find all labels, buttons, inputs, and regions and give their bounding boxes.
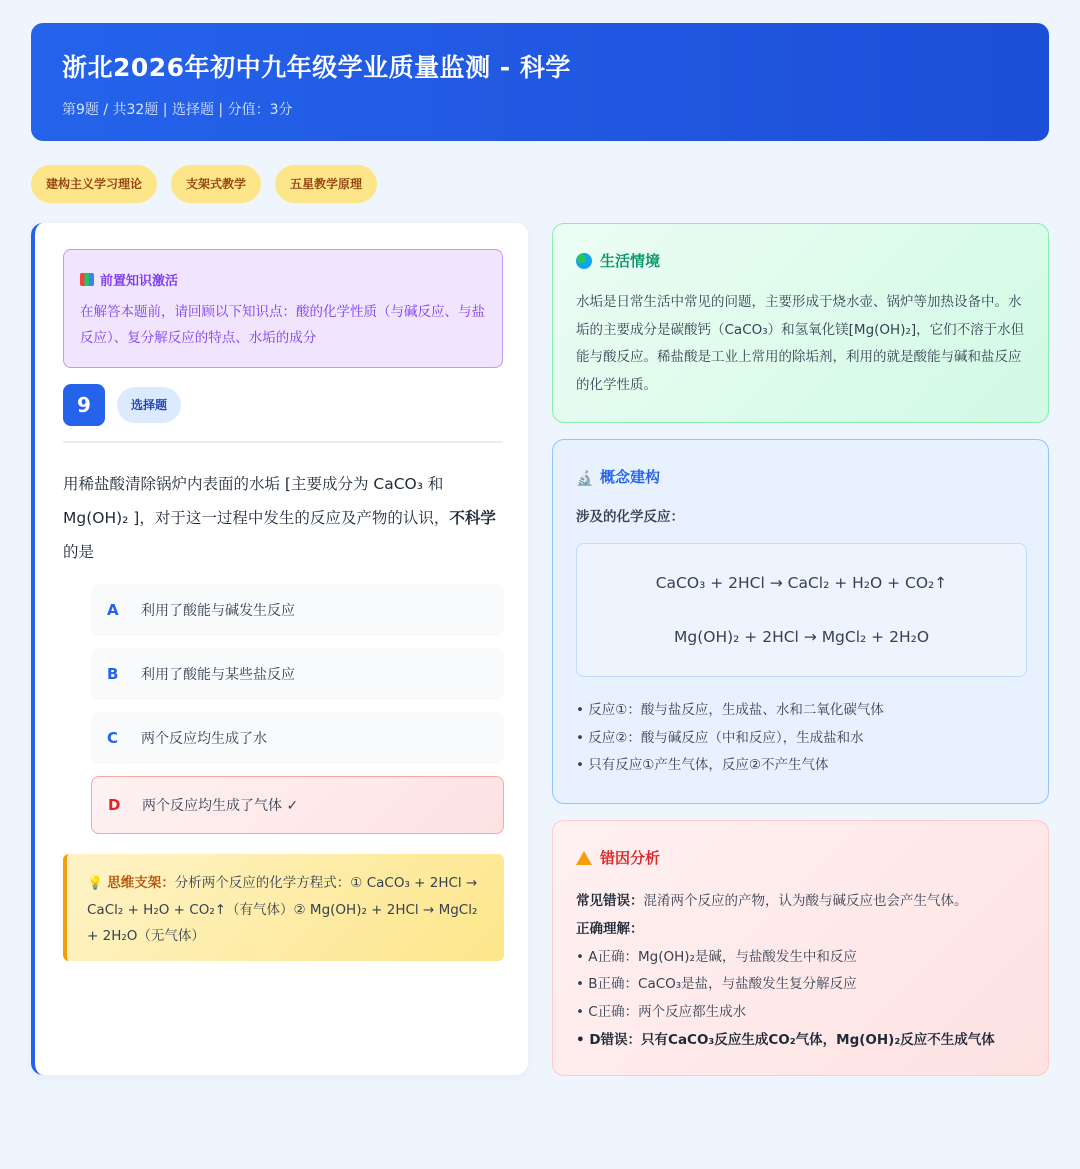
- book-icon: [80, 273, 94, 286]
- concept-bullet: • 反应①：酸与盐反应，生成盐、水和二氧化碳气体: [576, 702, 884, 718]
- option-text: 利用了酸能与某些盐反应: [141, 667, 295, 683]
- analysis-item: • B正确：CaCO₃是盐，与盐酸发生复分解反应: [576, 976, 857, 993]
- option-d-correct[interactable]: [91, 776, 504, 834]
- error-analysis-card: [552, 820, 1049, 1076]
- option-text: 两个反应均生成了气体 ✓: [142, 798, 299, 814]
- prior-knowledge-text: 在解答本题前，请回顾以下知识点：酸的化学性质（与碱反应、与盐反应）、复分解反应的特点、水垢的成分: [80, 304, 485, 346]
- thinking-scaffold: [63, 854, 504, 961]
- concept-subtitle: 涉及的化学反应：: [576, 509, 684, 525]
- prior-knowledge-title: 前置知识激活: [100, 274, 179, 289]
- concept-title: 概念建构: [600, 468, 661, 486]
- divider: [63, 441, 503, 443]
- life-context-title: 生活情境: [600, 252, 661, 270]
- error-body: [576, 888, 1025, 1055]
- option-a[interactable]: [91, 584, 504, 636]
- option-letter: D: [108, 796, 121, 814]
- option-text: 利用了酸能与碱发生反应: [141, 603, 295, 619]
- theory-tags: [31, 165, 377, 203]
- equation-2: Mg(OH)₂ + 2HCl → MgCl₂ + 2H₂O: [673, 628, 930, 646]
- correct-understanding-label: 正确理解：: [576, 920, 644, 937]
- question-type-badge: 选择题: [117, 387, 181, 423]
- microscope-icon: [576, 469, 592, 485]
- question-header: [63, 384, 181, 426]
- error-title: 错因分析: [600, 849, 661, 867]
- equation-box: [576, 543, 1027, 677]
- life-context-text: 水垢是日常生活中常见的问题，主要形成于烧水壶、锅炉等加热设备中。水垢的主要成分是碳酸钙（CaCO₃）和氢氧化镁[Mg(OH)₂]，它们不溶于水但能与酸反应。稀盐酸是工业上常用的除垢剂，利用的就是酸能与碱和盐反应的化学性质。: [576, 294, 1025, 393]
- page-title: 浙北2026年初中九年级学业质量监测 - 科学: [62, 53, 571, 82]
- question-number: 9: [63, 384, 105, 426]
- concept-card: [552, 439, 1049, 804]
- question-stem: 用稀盐酸清除锅炉内表面的水垢 [主要成分为 CaCO₃ 和 Mg(OH)₂ ]，对于这一过程中发生的反应及产物的认识，不科学的是: [63, 475, 496, 561]
- concept-bullet: • 反应②：酸与碱反应（中和反应），生成盐和水: [576, 729, 864, 746]
- concept-bullets: [576, 697, 1025, 780]
- page-header: [31, 23, 1049, 141]
- common-error-text: 混淆两个反应的产物，认为酸与碱反应也会产生气体。: [643, 893, 968, 909]
- option-letter: B: [107, 665, 119, 683]
- option-letter: C: [107, 729, 119, 747]
- tag-scaffolding: 支架式教学: [171, 165, 261, 203]
- stem-emphasis: 不科学: [449, 509, 496, 527]
- option-letter: A: [107, 601, 119, 619]
- globe-icon: [576, 253, 592, 269]
- question-meta: 第9题 / 共32题 | 选择题 | 分值：3分: [62, 102, 293, 118]
- analysis-item: • C正确：两个反应都生成水: [576, 1004, 747, 1021]
- life-context-card: [552, 223, 1049, 423]
- analysis-item-d: • D错误：只有CaCO₃反应生成CO₂气体，Mg(OH)₂反应不生成气体: [576, 1031, 995, 1048]
- tag-constructivism: 建构主义学习理论: [31, 165, 157, 203]
- analysis-item: • A正确：Mg(OH)₂是碱，与盐酸发生中和反应: [576, 948, 857, 965]
- warning-icon: [576, 851, 592, 865]
- scaffold-label: 思维支架：: [107, 875, 175, 891]
- equation-1: CaCO₃ + 2HCl → CaCl₂ + H₂O + CO₂↑: [655, 574, 948, 592]
- question-card: [31, 223, 528, 1075]
- concept-bullet: • 只有反应①产生气体，反应②不产生气体: [576, 757, 829, 773]
- option-text: 两个反应均生成了水: [141, 731, 267, 747]
- lightbulb-icon: [87, 870, 103, 886]
- option-b[interactable]: [91, 648, 504, 700]
- option-c[interactable]: [91, 712, 504, 764]
- prior-knowledge-box: [63, 249, 503, 368]
- tag-five-star: 五星教学原理: [275, 165, 377, 203]
- common-error-label: 常见错误：: [576, 893, 644, 909]
- scaffold-text: 分析两个反应的化学方程式：① CaCO₃ + 2HCl → CaCl₂ + H₂O + CO₂↑（有气体）② Mg(OH)₂ + 2HCl → MgCl₂ + 2H₂O（无气体）: [87, 875, 478, 944]
